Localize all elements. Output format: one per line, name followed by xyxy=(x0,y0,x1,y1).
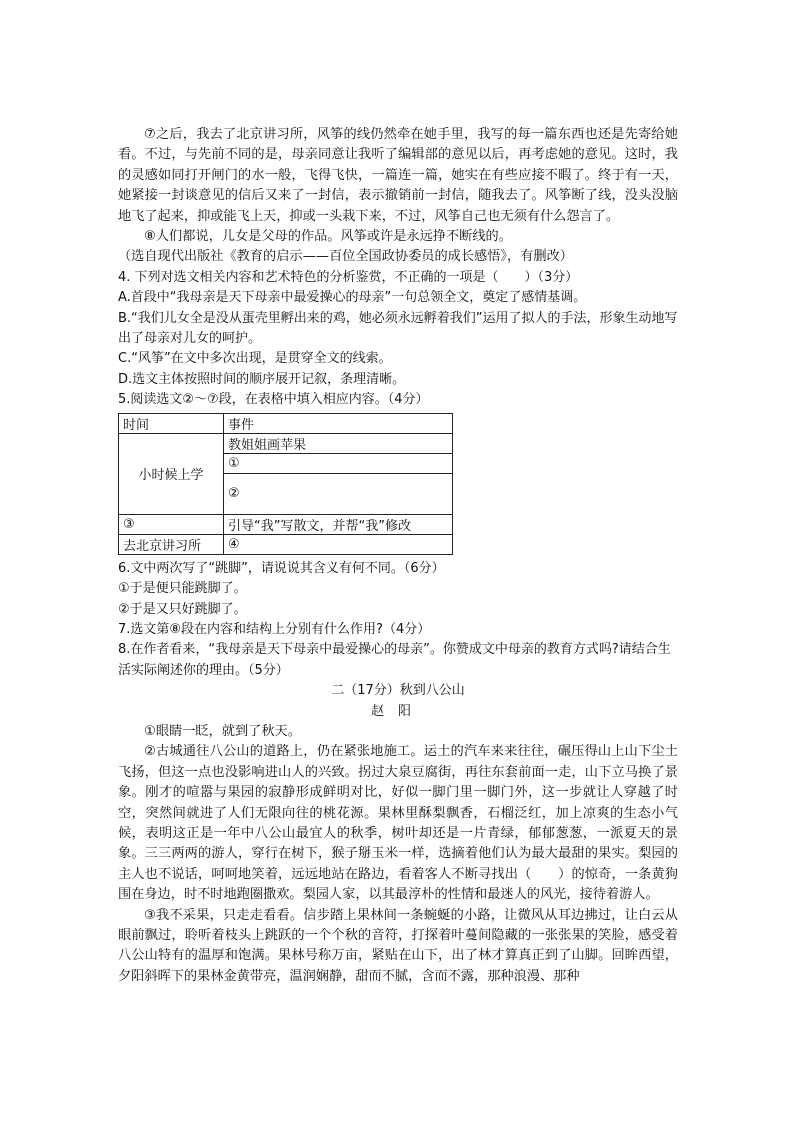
author-name: 赵阳 xyxy=(370,703,425,719)
event-table xyxy=(118,413,453,555)
question-5-stem: 5.阅读选文②～⑦段，在表格中填入相应内容。（4分） xyxy=(118,392,429,408)
answer-blank-3[interactable]: ③ xyxy=(119,514,224,534)
section-paragraph-1: ①眼睛一眨，就到了秋天。 xyxy=(144,723,301,739)
table-row xyxy=(119,433,453,453)
event-cell: 引导“我”写散文，并帮“我”修改 xyxy=(224,514,453,534)
question-7-stem: 7.选文第⑧段在内容和结构上分别有什么作用?（4分） xyxy=(118,621,431,637)
question-8-stem: 8.在作者看来，“我母亲是天下母亲中最爱操心的母亲”。你赞成文中母亲的教育方式吗?请结合生活实际阐述你的理由。（5分） xyxy=(118,642,671,678)
table-row xyxy=(119,534,453,554)
document-page xyxy=(118,125,678,987)
answer-blank-1[interactable]: ① xyxy=(224,453,453,473)
paragraph-7: ⑦之后，我去了北京讲习所，风筝的线仍然牵在她手里，我写的每一篇东西也还是先寄给她看。不过，与先前不同的是，母亲同意让我听了编辑部的意见以后，再考虑她的意见。这时，我的灵感如同打开闸门的水一般，飞得飞快，一篇连一篇，她实在有些应接不暇了。终于有一天，她紧接一封谈意见的信后又来了一封信，表示撤销前一封信，随我去了。风筝断了线，没头没脑地飞了起来，抑或能飞上天，抑或一头栽下来，不过，风筝自己也无须有什么怨言了。 xyxy=(118,127,678,224)
source-note: （选自现代出版社《教育的启示——百位全国政协委员的成长感悟》，有删改） xyxy=(118,249,573,265)
question-6-quote-2: ②于是又只好跳脚了。 xyxy=(118,601,247,617)
question-4-stem: 4. 下列对选文相关内容和艺术特色的分析鉴赏，不正确的一项是（ ）（3分） xyxy=(118,269,579,285)
question-4-option-a: A.首段中“我母亲是天下母亲中最爱操心的母亲”一句总领全文，奠定了感情基调。 xyxy=(118,290,587,306)
header-event: 事件 xyxy=(224,413,453,433)
question-6-quote-1: ①于是便只能跳脚了。 xyxy=(118,581,247,597)
question-4-option-d: D.选文主体按照时间的顺序展开记叙，条理清晰。 xyxy=(118,371,406,387)
table-row xyxy=(119,514,453,534)
question-6-stem: 6.文中两次写了“跳脚”，请说说其含义有何不同。（6分） xyxy=(118,560,445,576)
question-4-option-c: C.“风筝”在文中多次出现，是贯穿全文的线索。 xyxy=(118,351,392,367)
answer-blank-4[interactable]: ④ xyxy=(224,534,453,554)
section-paragraph-3: ③我不采果，只走走看看。信步踏上果林间一条蜿蜒的小路，让微风从耳边拂过，让白云从眼前飘过，聆听着枝头上跳跃的一个个秋的音符，打探着叶蔓间隐藏的一张张果的笑脸，感受着八公山特有的温厚和饱满。果林号称万亩，紧贴在山下，出了林才算真正到了山脚。回眸西望，夕阳斜晖下的果林金黄带亮，温润娴静，甜而不腻，含而不露，那种浪漫、那种 xyxy=(118,907,678,984)
paragraph-8: ⑧人们都说，儿女是父母的作品。风筝或许是永远挣不断线的。 xyxy=(144,229,512,245)
answer-blank-2[interactable]: ② xyxy=(224,473,453,514)
section-title: 二（17分）秋到八公山 xyxy=(331,683,465,699)
author-line xyxy=(118,702,678,722)
header-time: 时间 xyxy=(119,413,224,433)
time-cell-beijing: 去北京讲习所 xyxy=(119,534,224,554)
time-cell-childhood: 小时候上学 xyxy=(119,433,224,514)
question-4-option-b: B.“我们儿女全是没从蛋壳里孵出来的鸡，她必须永远孵着我们”运用了拟人的手法，形象生动地写出了母亲对儿女的呵护。 xyxy=(118,310,678,347)
section-paragraph-2: ②古城通往八公山的道路上，仍在紧张地施工。运土的汽车来来往往，碾压得山上山下尘土飞扬，但这一点也没影响进山人的兴致。拐过大泉豆腐街，再往东套前面一走，山下立马换了景象。刚才的喧嚣与果园的寂静形成鲜明对比，好似一脚门里一脚门外，这一步就让人穿越了时空，突然间就进了人们无限向往的桃花源。果林里酥梨飘香，石榴泛红，加上凉爽的生态小气候，表明这正是一年中八公山最宜人的秋季，树叶却还是一片青绿，郁郁葱葱，一派夏天的景象。三三两两的游人，穿行在树下，猴子掰玉米一样，选摘着他们认为最大最甜的果实。梨园的主人也不说话，呵呵地笑着，远远地站在路边，看着客人不断寻找出（ ）的惊奇，一条黄狗围在身边，时不时地跑圈撒欢。梨园人家，以其最淳朴的性情和最迷人的风光，接待着游人。 xyxy=(118,744,678,903)
table-header-row xyxy=(119,413,453,433)
event-cell: 教姐姐画苹果 xyxy=(224,433,453,453)
